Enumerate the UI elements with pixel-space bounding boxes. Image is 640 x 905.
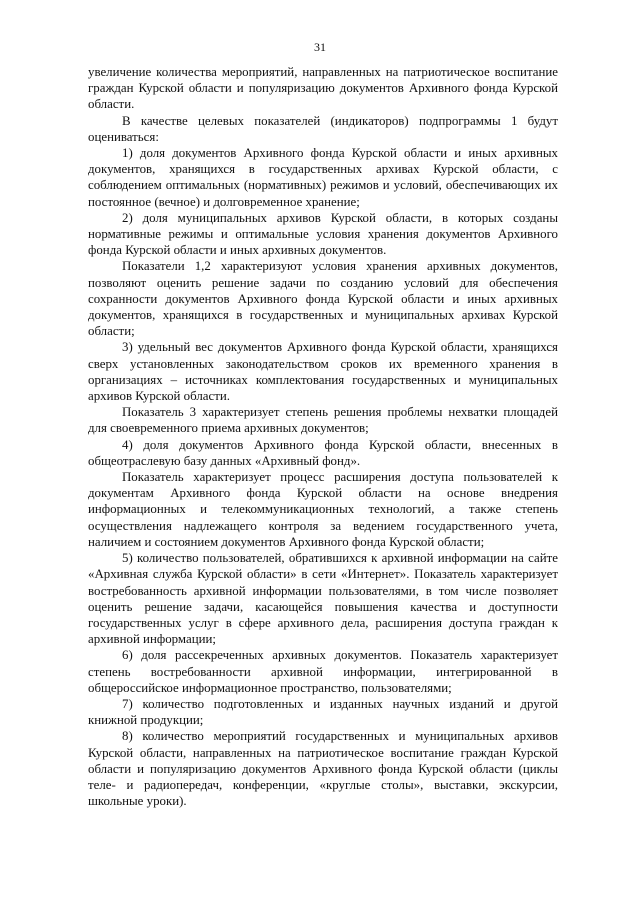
- paragraph-continuation: увеличение количества мероприятий, направленных на патриотическое воспитание граждан Курской области и популяризацию документов Архивного фонда Курской области.: [88, 65, 558, 112]
- paragraph-indicator-4: 4) доля документов Архивного фонда Курской области, внесенных в общеотраслевую базу данных «Архивный фонд».: [88, 437, 558, 468]
- paragraph-indicator-8: 8) количество мероприятий государственных и муниципальных архивов Курской области, направленных на патриотическое воспитание граждан Курской области и популяризацию документов Архивного фонда Курской области (циклы теле- и радиопередач, конференции, «круглые столы», выставки, экскурсии, школьные уроки).: [88, 729, 558, 809]
- document-body: [88, 64, 558, 809]
- paragraph-indicators-1-2-description: Показатели 1,2 характеризуют условия хранения архивных документов, позволяют оценить решение задачи по созданию условий для обеспечения сохранности документов Архивного фонда Курской области и иных архивных документов, хранящихся в государственных и муниципальных архивах Курской области;: [88, 259, 558, 339]
- paragraph-indicator-3-description: Показатель 3 характеризует степень решения проблемы нехватки площадей для своевременного приема архивных документов;: [88, 405, 558, 436]
- paragraph-indicator-3: 3) удельный вес документов Архивного фонда Курской области, хранящихся сверх установленных законодательством сроков их временного хранения в организациях – источниках комплектования государственных и муниципальных архивов Курской области.: [88, 340, 558, 404]
- paragraph-indicator-7: 7) количество подготовленных и изданных научных изданий и другой книжной продукции;: [88, 696, 558, 728]
- paragraph-indicator-4-description: Показатель характеризует процесс расширения доступа пользователей к документам Архивного фонда Курской области на основе внедрения информационных и телекоммуникационных технологий, а также степень осуществления надлежащего контроля за ведением государственного учета, наличием и состоянием документов Архивного фонда Курской области;: [88, 470, 558, 549]
- paragraph-indicators-intro: В качестве целевых показателей (индикаторов) подпрограммы 1 будут оцениваться:: [88, 113, 558, 144]
- paragraph-indicator-5: 5) количество пользователей, обратившихся к архивной информации на сайте «Архивная служба Курской области» в сети «Интернет». Показатель характеризует востребованность архивной информации пользователями, в том числе позволяет оценить решение задачи, касающейся повышения качества и доступности государственных услуг в сфере архивного дела, расширения доступа граждан к архивной информации;: [88, 551, 558, 647]
- paragraph-indicator-2: 2) доля муниципальных архивов Курской области, в которых созданы нормативные режимы и оптимальные условия хранения документов Архивного фонда Курской области и иных архивных документов.: [88, 210, 558, 258]
- paragraph-indicator-1: 1) доля документов Архивного фонда Курской области и иных архивных документов, хранящихся в государственных архивах Курской области, с соблюдением оптимальных (нормативных) режимов и условий, обеспечивающих их постоянное (вечное) и долговременное хранение;: [88, 146, 558, 209]
- paragraph-indicator-6: 6) доля рассекреченных архивных документов. Показатель характеризует степень востребованности архивной информации, интегрированной в общероссийское информационное пространство, пользователями;: [88, 648, 558, 695]
- page-number: 31: [314, 40, 326, 54]
